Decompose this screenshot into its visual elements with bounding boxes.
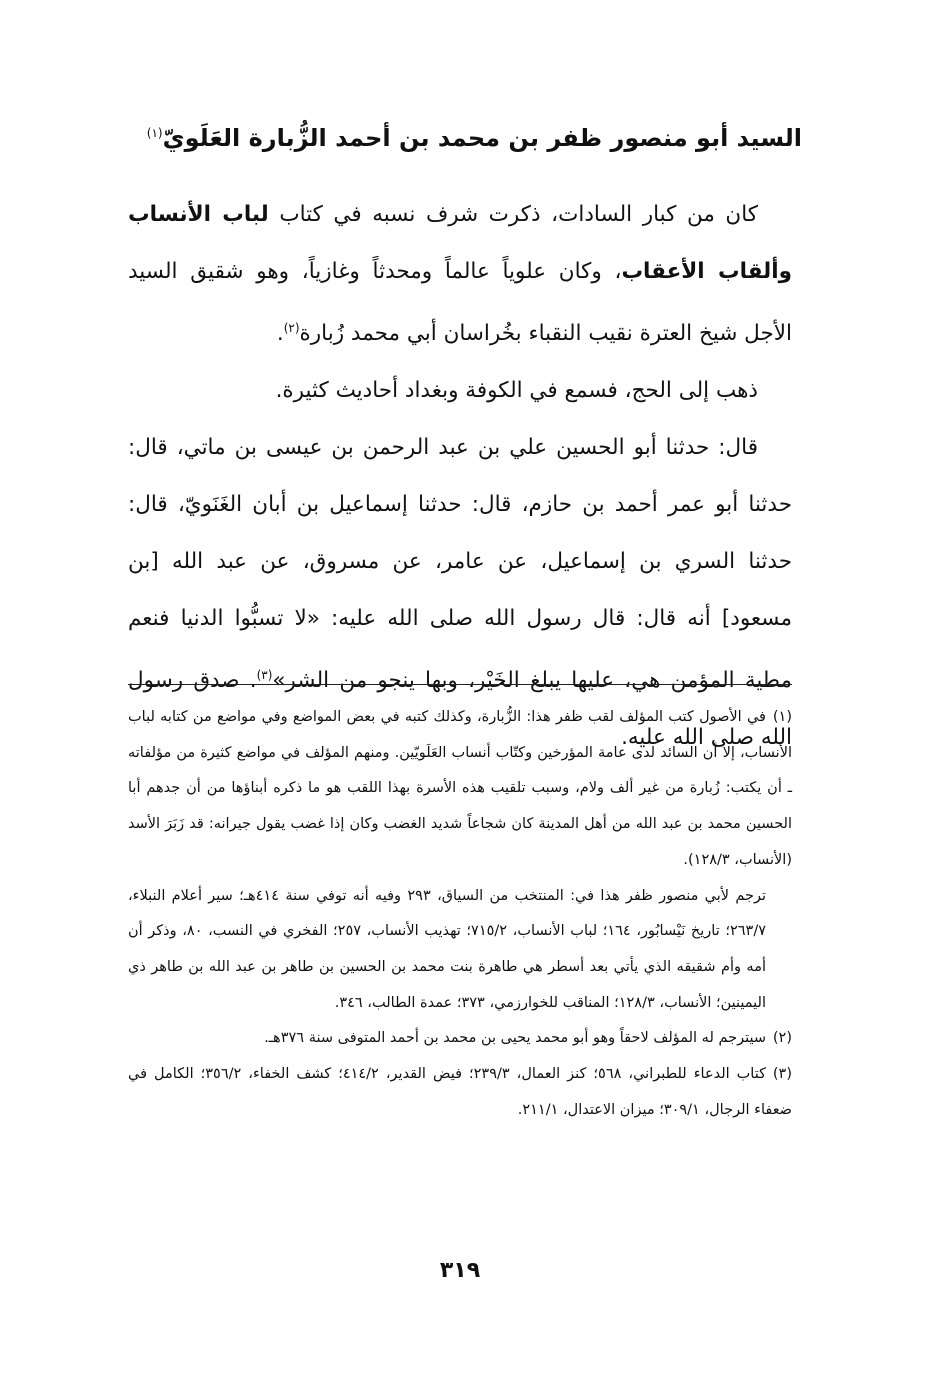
document-page xyxy=(128,0,802,1382)
section-heading xyxy=(128,124,802,152)
paragraph-3-end: . صدق رسول الله صلى الله عليه. xyxy=(128,668,792,751)
book-title: لباب الأنساب وألقاب الأعقاب xyxy=(128,202,792,284)
footnote-1-continuation: ترجم لأبي منصور ظفر هذا في: المنتخب من السياق، ٢٩٣ وفيه أنه توفي سنة ٤١٤هـ؛ سير أعلام النبلاء، ٢٦٣/٧؛ تاريخ نَيْسابُور، ١٦٤؛ لباب الأنساب، ٧١٥/٢؛ تهذيب الأنساب، ٢٥٧؛ الفخري في النسب، ٨٠، وذكر أن أمه وأم شقيقه الذي يأتي بعد أسطر هي طاهرة بنت محمد بن الحسين بن طاهر بن عبد الله بن طاهر ذي اليمينين؛ الأنساب، ١٢٨/٣؛ المناقب للخوارزمي، ٣٧٣؛ عمدة الطالب، ٣٤٦. xyxy=(128,887,767,1011)
footnote-separator xyxy=(128,684,792,685)
paragraph-1-after: ، وكان علوياً عالماً ومحدثاً وغازياً، وهو شقيق السيد الأجل شيخ العترة نقيب النقباء بخُراسان أبي محمد زُبارة xyxy=(128,259,792,347)
footnote-3-number: (٣) xyxy=(772,1066,793,1083)
page-number: ٣١٩ xyxy=(439,1258,481,1283)
paragraph-3-text: قال: حدثنا أبو الحسين علي بن عبد الرحمن بن عيسى بن ماتي، قال: حدثنا أبو عمر أحمد بن حازم، قال: حدثنا إسماعيل بن أبان الغَنَويّ، قال: حدثنا السري بن إسماعيل، عن عامر، عن مسروق، عن عبد الله [بن مسعود] أنه قال: قال رسول الله صلى الله عليه: «لا تسبُّوا الدنيا فنعم مطية المؤمن هي، عليها يبلغ الخَيْر، وبها ينجو من الشر» xyxy=(128,435,792,694)
footnote-2 xyxy=(128,1021,792,1057)
footnote-2-number: (٢) xyxy=(772,1030,792,1047)
heading-title: السيد أبو منصور ظفر بن محمد بن أحمد الزُّبارة العَلَويّ xyxy=(162,124,802,152)
heading-footnote-ref: (١) xyxy=(146,126,163,140)
main-text xyxy=(128,186,792,766)
footnote-3 xyxy=(128,1057,792,1128)
footnote-3-text: كتاب الدعاء للطبراني، ٥٦٨؛ كنز العمال، ٢٣٩/٣؛ فيض القدير، ٤١٤/٢؛ كشف الخفاء، ٣٥٦/٢؛ الكامل في ضعفاء الرجال، ٣٠٩/١؛ ميزان الاعتدال، ٢١١/١. xyxy=(128,1066,792,1118)
paragraph-2: ذهب إلى الحج، فسمع في الكوفة وبغداد أحاديث كثيرة. xyxy=(275,378,758,404)
footnote-2-text: سيترجم له المؤلف لاحقاً وهو أبو محمد يحيى بن محمد بن أحمد المتوفى سنة ٣٧٦هـ. xyxy=(264,1030,766,1047)
paragraph-1-footnote-ref: (٢) xyxy=(283,321,300,335)
footnote-1-number: (١) xyxy=(772,709,792,725)
footnotes xyxy=(128,700,792,1128)
paragraph-3-footnote-ref: (٣) xyxy=(256,668,273,683)
footnote-1 xyxy=(128,700,792,879)
footnote-1-text: في الأصول كتب المؤلف لقب ظفر هذا: الزُّبارة، وكذلك كتبه في بعض المواضع وفي مواضع من كتابه لباب الأنساب، إلا أن السائد لدى عامة المؤرخين وكتّاب أنساب العَلَويّين. ومنهم المؤلف في مواضع كثيرة من مؤلفاته ـ أن يكتب: زُبارة من غير ألف ولام، وسبب تلقيب هذه الأسرة بهذا اللقب هو ما ذكره أبناؤها من أن جدهم أبا الحسين محمد بن عبد الله من أهل المدينة كان شجاعاً شديد الغضب وكان إذا غضب يقول جيرانه: قد زَبَرَ الأسد (الأنساب، ١٢٨/٣). xyxy=(128,709,792,868)
paragraph-1-before: كان من كبار السادات، ذكرت شرف نسبه في كتاب xyxy=(279,202,758,227)
paragraph-1 xyxy=(128,186,792,362)
paragraph-1-end: . xyxy=(276,321,284,347)
